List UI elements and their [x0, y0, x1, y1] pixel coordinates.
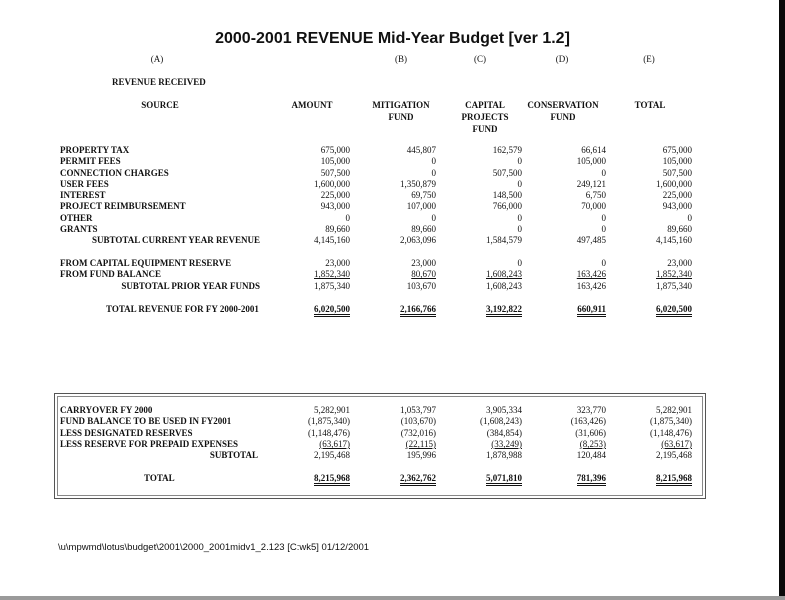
- cell-capital: 162,579: [492, 145, 522, 155]
- cell-mitigation: (732,016): [400, 427, 436, 438]
- cell-total: 2,195,468: [656, 450, 692, 461]
- cell-capital: 1,878,988: [486, 450, 522, 461]
- cell-total: 8,215,968: [656, 473, 692, 486]
- cell-capital: 766,000: [492, 201, 522, 212]
- cell-conservation: (8,253): [579, 438, 606, 449]
- cell-conservation: 0: [601, 258, 606, 268]
- cell-mitigation: 107,000: [406, 201, 436, 212]
- table-row: [60, 179, 692, 190]
- row-label: OTHER: [60, 212, 93, 223]
- subtotal-label: SUBTOTAL: [209, 450, 258, 461]
- cell-mitigation: 195,996: [406, 450, 436, 461]
- row-label: FUND BALANCE TO BE USED IN FY2001: [60, 416, 232, 427]
- cell-capital: 148,500: [492, 190, 522, 201]
- cell-mitigation: 2,063,096: [400, 235, 436, 246]
- cell-conservation: 660,911: [577, 304, 606, 317]
- cell-conservation: 163,426: [576, 280, 606, 291]
- cell-total: 5,282,901: [656, 405, 692, 415]
- row-label: CONNECTION CHARGES: [60, 167, 169, 178]
- scan-bottom-edge: [0, 596, 785, 600]
- current-revenue-table: [60, 145, 692, 247]
- cell-total: 1,600,000: [656, 178, 692, 189]
- table-row: [60, 428, 692, 439]
- section-label: REVENUE RECEIVED: [112, 77, 206, 87]
- table-row: [60, 168, 692, 179]
- cell-amount: (1,148,476): [308, 427, 350, 438]
- table-row: [60, 213, 692, 224]
- cell-total: (1,148,476): [650, 427, 692, 438]
- cell-amount: 943,000: [320, 201, 350, 212]
- cell-amount: (1,875,340): [308, 416, 350, 427]
- cell-capital: 5,071,810: [486, 473, 522, 486]
- cell-mitigation: (22,115): [405, 438, 436, 449]
- total-revenue-label: TOTAL REVENUE FOR FY 2000-2001: [106, 304, 259, 314]
- cell-capital: (33,249): [491, 438, 522, 449]
- cell-total: 675,000: [662, 145, 692, 155]
- cell-total: 225,000: [662, 190, 692, 201]
- cell-mitigation: 445,807: [406, 145, 436, 155]
- grand-total-table: [60, 473, 692, 484]
- cell-conservation: 0: [601, 167, 606, 178]
- row-label: PROPERTY TAX: [60, 145, 130, 155]
- cell-mitigation: 23,000: [411, 258, 436, 268]
- cell-total: 507,500: [662, 167, 692, 178]
- cell-conservation: 249,121: [576, 178, 606, 189]
- cell-conservation: 120,484: [576, 450, 606, 461]
- cell-amount: 23,000: [325, 258, 350, 268]
- table-row: [60, 145, 692, 156]
- header-conservation-fund: CONSERVATION FUND: [527, 100, 599, 122]
- column-letter-c: (C): [474, 54, 486, 64]
- cell-mitigation: 0: [431, 167, 436, 178]
- cell-mitigation: 69,750: [411, 190, 436, 201]
- row-label: PERMIT FEES: [60, 156, 121, 167]
- cell-conservation: 6,750: [585, 190, 606, 201]
- row-label: LESS RESERVE FOR PREPAID EXPENSES: [60, 438, 239, 449]
- cell-conservation: (163,426): [570, 416, 606, 427]
- cell-total: (1,875,340): [650, 416, 692, 427]
- cell-amount: 1,852,340: [314, 269, 350, 280]
- cell-amount: 2,195,468: [314, 450, 350, 461]
- total-row: [60, 304, 692, 315]
- cell-mitigation: 0: [431, 156, 436, 167]
- cell-total: 1,852,340: [656, 269, 692, 280]
- table-row: [60, 258, 692, 269]
- row-label: LESS DESIGNATED RESERVES: [60, 427, 193, 438]
- cell-mitigation: 103,670: [406, 280, 436, 291]
- header-total: TOTAL: [634, 100, 666, 110]
- cell-capital: 0: [517, 156, 522, 167]
- carryover-table: [60, 405, 692, 461]
- table-row: [60, 269, 692, 280]
- row-label: USER FEES: [60, 178, 109, 189]
- header-capital-projects-fund: CAPITAL PROJECTS FUND: [461, 100, 509, 134]
- cell-mitigation: 0: [431, 212, 436, 223]
- cell-amount: 1,600,000: [314, 178, 350, 189]
- cell-amount: 8,215,968: [314, 473, 350, 486]
- cell-capital: 507,500: [492, 167, 522, 178]
- subtotal-row: [60, 281, 692, 292]
- cell-conservation: (31,606): [575, 427, 606, 438]
- cell-conservation: 0: [601, 224, 606, 235]
- cell-conservation: 66,614: [581, 145, 606, 155]
- cell-mitigation: 89,660: [411, 224, 436, 235]
- header-amount: AMOUNT: [291, 100, 333, 110]
- cell-amount: 89,660: [325, 224, 350, 235]
- cell-total: 4,145,160: [656, 235, 692, 246]
- subtotal-row: [60, 235, 692, 246]
- column-letter-a: (A): [150, 54, 164, 64]
- cell-total: 1,875,340: [656, 280, 692, 291]
- cell-amount: 225,000: [320, 190, 350, 201]
- cell-total: (63,617): [661, 438, 692, 449]
- table-row: [60, 405, 692, 416]
- cell-capital: 3,192,822: [486, 304, 522, 317]
- scan-edge: [779, 0, 785, 600]
- header-source: SOURCE: [141, 100, 179, 110]
- cell-capital: 1,608,243: [486, 269, 522, 280]
- row-label: GRANTS: [60, 224, 98, 235]
- file-path-footer: \u\mpwmd\lotus\budget\2001\2000_2001midv1_2.123 [C:wk5] 01/12/2001: [58, 542, 370, 553]
- cell-conservation: 781,396: [577, 473, 606, 486]
- cell-capital: 0: [517, 224, 522, 235]
- cell-capital: (384,854): [486, 427, 522, 438]
- cell-capital: 0: [517, 178, 522, 189]
- table-row: [60, 190, 692, 201]
- cell-amount: 507,500: [320, 167, 350, 178]
- cell-amount: 675,000: [320, 145, 350, 155]
- subtotal-row: [60, 450, 692, 461]
- row-label: FROM FUND BALANCE: [60, 269, 161, 280]
- document-title: 2000-2001 REVENUE Mid-Year Budget [ver 1.2]: [215, 30, 570, 47]
- subtotal-label: SUBTOTAL PRIOR YEAR FUNDS: [121, 280, 260, 291]
- cell-capital: 0: [517, 212, 522, 223]
- prior-year-funds-table: [60, 258, 692, 292]
- cell-conservation: 497,485: [576, 235, 606, 246]
- column-letter-b: (B): [395, 54, 407, 64]
- cell-conservation: 163,426: [576, 269, 606, 280]
- table-row: [60, 224, 692, 235]
- cell-amount: (63,617): [319, 438, 350, 449]
- table-row: [60, 416, 692, 427]
- row-label: FROM CAPITAL EQUIPMENT RESERVE: [60, 258, 232, 268]
- cell-mitigation: 1,350,879: [400, 178, 436, 189]
- row-label: CARRYOVER FY 2000: [60, 405, 153, 415]
- table-row: [60, 201, 692, 212]
- cell-amount: 5,282,901: [314, 405, 350, 415]
- cell-mitigation: 2,362,762: [400, 473, 436, 486]
- column-letter-e: (E): [643, 54, 655, 64]
- column-letter-d: (D): [555, 54, 569, 64]
- row-label: PROJECT REIMBURSEMENT: [60, 201, 186, 212]
- grand-total-label: TOTAL: [144, 473, 175, 483]
- cell-mitigation: (103,670): [400, 416, 436, 427]
- total-row: [60, 473, 692, 484]
- cell-capital: (1,608,243): [480, 416, 522, 427]
- subtotal-label: SUBTOTAL CURRENT YEAR REVENUE: [92, 235, 260, 246]
- cell-total: 0: [687, 212, 692, 223]
- cell-capital: 3,905,334: [486, 405, 522, 415]
- cell-mitigation: 2,166,766: [400, 304, 436, 317]
- cell-conservation: 323,770: [576, 405, 606, 415]
- cell-total: 23,000: [667, 258, 692, 268]
- row-label: INTEREST: [60, 190, 106, 201]
- cell-total: 943,000: [662, 201, 692, 212]
- cell-conservation: 105,000: [576, 156, 606, 167]
- cell-conservation: 0: [601, 212, 606, 223]
- cell-mitigation: 1,053,797: [400, 405, 436, 415]
- cell-capital: 1,584,579: [486, 235, 522, 246]
- table-row: [60, 156, 692, 167]
- cell-conservation: 70,000: [581, 201, 606, 212]
- cell-amount: 6,020,500: [314, 304, 350, 317]
- cell-mitigation: 80,670: [411, 269, 436, 280]
- cell-amount: 105,000: [320, 156, 350, 167]
- table-row: [60, 439, 692, 450]
- cell-amount: 0: [345, 212, 350, 223]
- cell-capital: 1,608,243: [486, 280, 522, 291]
- header-mitigation-fund: MITIGATION FUND: [372, 100, 430, 122]
- cell-amount: 4,145,160: [314, 235, 350, 246]
- cell-total: 105,000: [662, 156, 692, 167]
- total-revenue-table: [60, 304, 692, 315]
- cell-total: 6,020,500: [656, 304, 692, 317]
- cell-amount: 1,875,340: [314, 280, 350, 291]
- cell-capital: 0: [517, 258, 522, 268]
- cell-total: 89,660: [667, 224, 692, 235]
